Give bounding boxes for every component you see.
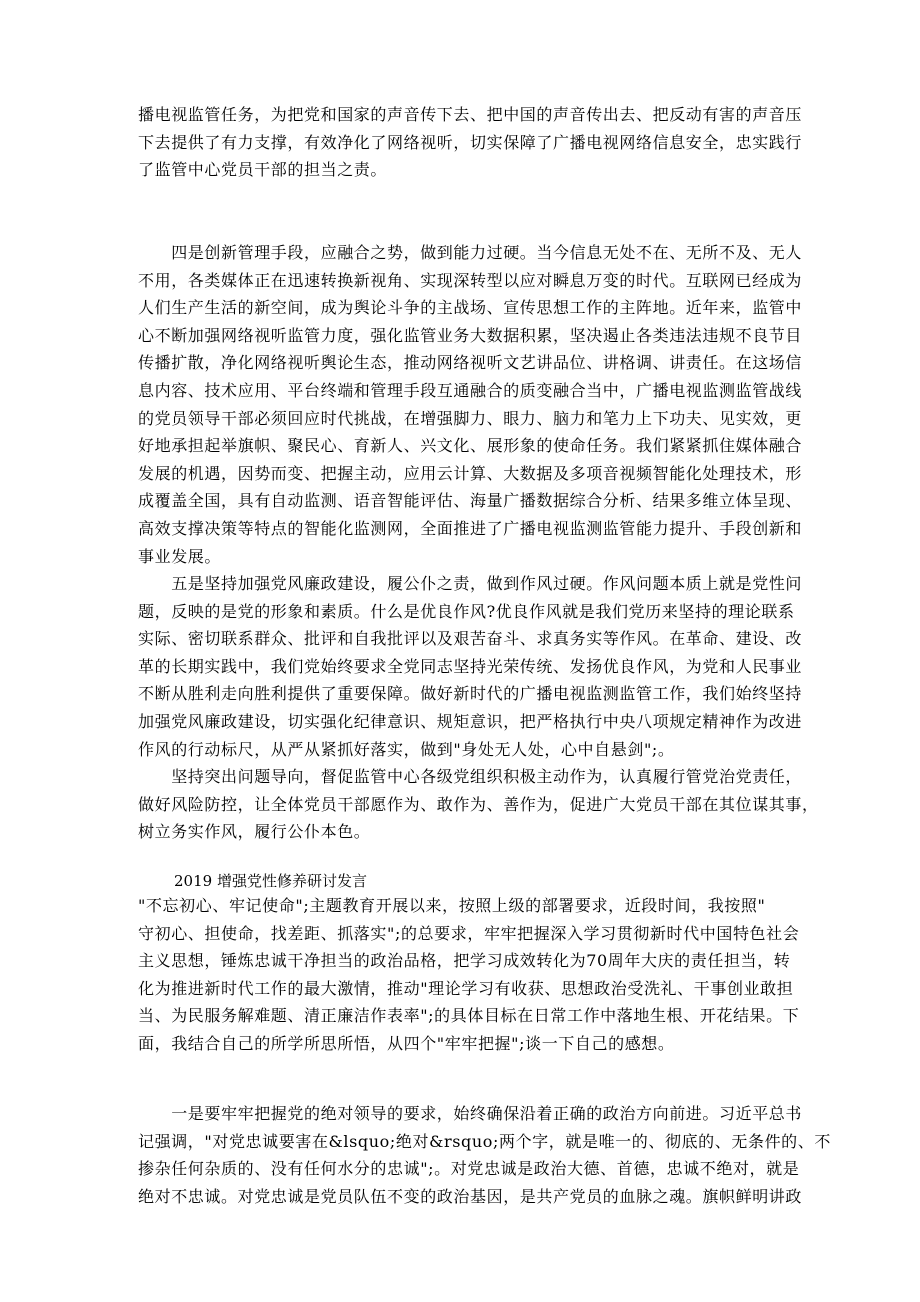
text-line: 成覆盖全国，具有自动监测、语音智能评估、海量广播数据综合分析、结果多维立体呈现、	[138, 491, 803, 511]
text-line: "不忘初心、牢记使命";主题教育开展以来，按照上级的部署要求，近段时间，我按照"	[138, 896, 766, 915]
text-line: 播电视监管任务，为把党和国家的声音传下去、把中国的声音传出去、把反动有害的声音压	[138, 105, 803, 124]
paragraph-6	[138, 1100, 831, 1210]
paragraph-4	[138, 763, 819, 846]
paragraph-3	[138, 570, 803, 763]
text-line: 主义思想，锤炼忠诚干净担当的政治品格，把学习成效转化为70周年大庆的责任担当，转	[138, 951, 791, 971]
paragraph-1	[138, 101, 803, 184]
text-line: 发展的机遇，因势而变、把握主动，应用云计算、大数据及多项音视频智能化处理技术，形	[138, 463, 803, 483]
paragraph-2	[138, 239, 803, 570]
text-line: 高效支撑决策等特点的智能化监测网，全面推进了广播电视监测监管能力提升、手段创新和	[138, 518, 803, 538]
text-line: 面，我结合自己的所学所思所悟，从四个"牢牢把握";谈一下自己的感想。	[138, 1033, 675, 1053]
text-line: 作风的行动标尺，从严从紧抓好落实，做到"身处无人处，心中自悬剑";。	[138, 739, 675, 759]
text-line: 下去提供了有力支撑，有效净化了网络视听，切实保障了广播电视网络信息安全，忠实践行	[138, 132, 803, 152]
text-line: 当、为民服务解难题、清正廉洁作表率";的具体目标在日常工作中落地生根、开花结果。下	[138, 1006, 800, 1026]
text-line: 树立务实作风，履行公仆本色。	[138, 822, 371, 842]
text-line: 人们生产生活的新空间，成为舆论斗争的主战场、宣传思想工作的主阵地。近年来，监管中	[138, 298, 803, 318]
text-line: 化为推进新时代工作的最大激情，推动"理论学习有收获、思想政治受洗礼、干事创业敢担	[138, 978, 794, 998]
text-line: 传播扩散，净化网络视听舆论生态，推动网络视听文艺讲品位、讲格调、讲责任。在这场信	[138, 353, 803, 373]
text-line: 坚持突出问题导向，督促监管中心各级党组织积极主动作为，认真履行管党治党责任，	[138, 767, 803, 786]
text-line: 不用，各类媒体正在迅速转换新视角、实现深转型以应对瞬息万变的时代。互联网已经成为	[138, 270, 803, 290]
text-line: 不断从胜利走向胜利提供了重要保障。做好新时代的广播电视监测监管工作，我们始终坚持	[138, 684, 803, 704]
text-line: 四是创新管理手段，应融合之势，做到能力过硬。当今信息无处不在、无所不及、无人	[138, 243, 803, 262]
text-line: 实际、密切联系群众、批评和自我批评以及艰苦奋斗、求真务实等作风。在革命、建设、改	[138, 629, 803, 649]
section-heading: 2019 增强党性修养研讨发言	[174, 872, 367, 890]
text-line: 息内容、技术应用、平台终端和管理手段互通融合的质变融合当中，广播电视监测监管战线	[138, 380, 803, 400]
text-line: 做好风险防控，让全体党员干部愿作为、敢作为、善作为，促进广大党员干部在其位谋其事，	[138, 794, 819, 814]
text-line: 好地承担起举旗帜、聚民心、育新人、兴文化、展形象的使命任务。我们紧紧抓住媒体融合	[138, 436, 803, 456]
text-line: 一是要牢牢把握党的绝对领导的要求，始终确保沿着正确的政治方向前进。习近平总书	[138, 1104, 803, 1123]
text-line: 掺杂任何杂质的、没有任何水分的忠诚";。对党忠诚是政治大德、首德，忠诚不绝对，就是	[138, 1159, 800, 1179]
text-line: 心不断加强网络视听监管力度，强化监管业务大数据积累，坚决遏止各类违法违规不良节目	[138, 325, 803, 345]
text-line: 五是坚持加强党风廉政建设，履公仆之责，做到作风过硬。作风问题本质上就是党性问	[138, 574, 803, 593]
text-line: 绝对不忠诚。对党忠诚是党员队伍不变的政治基因，是共产党员的血脉之魂。旗帜鲜明讲政	[138, 1186, 803, 1206]
text-line: 的党员领导干部必须回应时代挑战，在增强脚力、眼力、脑力和笔力上下功夫、见实效，更	[138, 408, 803, 428]
text-line: 事业发展。	[138, 546, 222, 566]
text-line: 了监管中心党员干部的担当之责。	[138, 160, 388, 180]
text-line: 题，反映的是党的形象和素质。什么是优良作风?优良作风就是我们党历来坚持的理论联系	[138, 601, 795, 621]
text-line: 加强党风廉政建设，切实强化纪律意识、规矩意识，把严格执行中央八项规定精神作为改进	[138, 711, 803, 731]
text-line: 革的长期实践中，我们党始终要求全党同志坚持光荣传统、发扬优良作风，为党和人民事业	[138, 656, 803, 676]
text-line: 守初心、担使命，找差距、抓落实";的总要求，牢牢把握深入学习贯彻新时代中国特色社会	[138, 923, 800, 943]
paragraph-5	[138, 892, 800, 1058]
text-line: 记强调，"对党忠诚要害在&lsquo;绝对&rsquo;两个字，就是唯一的、彻底的、无条件的、不	[138, 1131, 831, 1151]
